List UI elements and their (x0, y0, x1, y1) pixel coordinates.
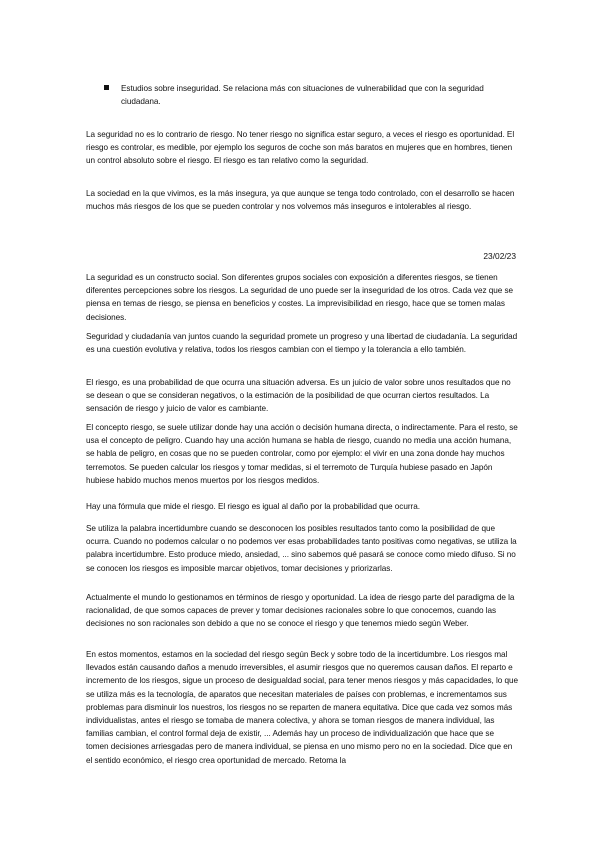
square-bullet-icon (104, 85, 109, 90)
paragraph-constructo-social: La seguridad es un constructo social. Son diferentes grupos sociales con exposición a diferentes riesgos, se tienen diferentes percepciones sobre los riesgos. La seguridad de uno puede ser la inseguridad de los otros. Cada vez que se piensa en temas de riesgo, se piensa en beneficios y costes. La imprevisibilidad en riesgo, hace que se tomen malas decisiones. (86, 273, 513, 322)
paragraph-formula-riesgo: Hay una fórmula que mide el riesgo. El riesgo es igual al daño por la probabilidad que ocurra. (86, 502, 420, 511)
paragraph-seguridad-ciudadania: Seguridad y ciudadanía van juntos cuando la seguridad promete un progreso y una libertad de ciudadanía. La seguridad es una cuestión evolutiva y relativa, todos los riesgos cambian con el tiempo y la tolerancia a ello también. (86, 332, 518, 355)
paragraph-concepto-riesgo: El concepto riesgo, se suele utilizar donde hay una acción o decisión humana directa, o indirectamente. Para el resto, se usa el concepto de peligro. Cuando hay una acción humana se habla de riesgo, cuando no media una acción humana, se habla de peligro, en cosas que no se pueden controlar, como por ejemplo: el vivir en una zona donde hay muchos terremotos. Se pueden calcular los riesgos y tomar medidas, si el terremoto de Turquía hubiese pasado en Japón hubiese habido muchos menos muertos por los riesgos medidos. (86, 423, 518, 485)
bullet-item (104, 82, 524, 108)
paragraph-riesgo-probabilidad: El riesgo, es una probabilidad de que ocurra una situación adversa. Es un juicio de valor sobre unos resultados que no se desean o que se consideran negativos, o la estimación de la posibilidad de que ocurran ciertos resultados. La sensación de riesgo y juicio de valor es cambiante. (86, 378, 511, 414)
paragraph-sociedad-insegura: La sociedad en la que vivimos, es la más insegura, ya que aunque se tenga todo controlado, con el desarrollo se hacen muchos más riesgos de los que se pueden controlar y nos volvemos más inseguros e intolerables al riesgo. (86, 189, 515, 212)
paragraph-riesgo-oportunidad: Actualmente el mundo lo gestionamos en términos de riesgo y oportunidad. La idea de riesgo parte del paradigma de la racionalidad, de que somos capaces de prever y tomar decisiones racionales sobre lo que conocemos, cuando las decisiones no son racionales son debido a que no se conoce el riesgo y que tenemos miedo según Weber. (86, 593, 515, 629)
paragraph-incertidumbre: Se utiliza la palabra incertidumbre cuando se desconocen los posibles resultados tanto como la posibilidad de que ocurra. Cuando no podemos calcular o no podemos ver esas probabilidades tanto positivas como negativas, se utiliza la palabra incertidumbre. Esto produce miedo, ansiedad, ... sino sabemos qué pasará se conoce como miedo difuso. Si no se conocen los riesgos es imposible marcar objetivos, tomar decisiones y priorizarlas. (86, 524, 517, 573)
paragraph-sociedad-del-riesgo: En estos momentos, estamos en la sociedad del riesgo según Beck y sobre todo de la incertidumbre. Los riesgos mal llevados están causando daños a menudo irreversibles, el asumir riesgos que no queremos causan daños. El reparto e incremento de los riesgos, sigue un proceso de desigualdad social, para tener menos riesgos y más capacidades, lo que se utiliza más es la tecnología, de aparatos que necesitan materiales de países con problemas, e incrementamos sus problemas para disminuir los nuestros, los riesgos no se reparten de manera equitativa. Dice que cada vez somos más individualistas, antes el riesgo se tomaba de manera colectiva, y ahora se toman riesgos de manera individual, las familias cambian, el control formal deja de existir, ... Además hay un proceso de individualización que hace que se tomen decisiones arriesgadas pero de manera individual, se piensa en uno mismo pero no en la sociedad. Dice que en el sentido económico, el riesgo crea oportunidad de mercado. Retoma la (86, 650, 518, 765)
bullet-text: Estudios sobre inseguridad. Se relaciona más con situaciones de vulnerabilidad que con la seguridad ciudadana. (121, 84, 484, 106)
date-heading: 23/02/23 (483, 251, 516, 261)
paragraph-seguridad-no-es-contrario: La seguridad no es lo contrario de riesgo. No tener riesgo no significa estar seguro, a veces el riesgo es oportunidad. El riesgo es controlar, es medible, por ejemplo los seguros de coche son más baratos en mujeres que en hombres, tienen un control absoluto sobre el riesgo. El riesgo es tan relativo como la seguridad. (86, 130, 515, 166)
